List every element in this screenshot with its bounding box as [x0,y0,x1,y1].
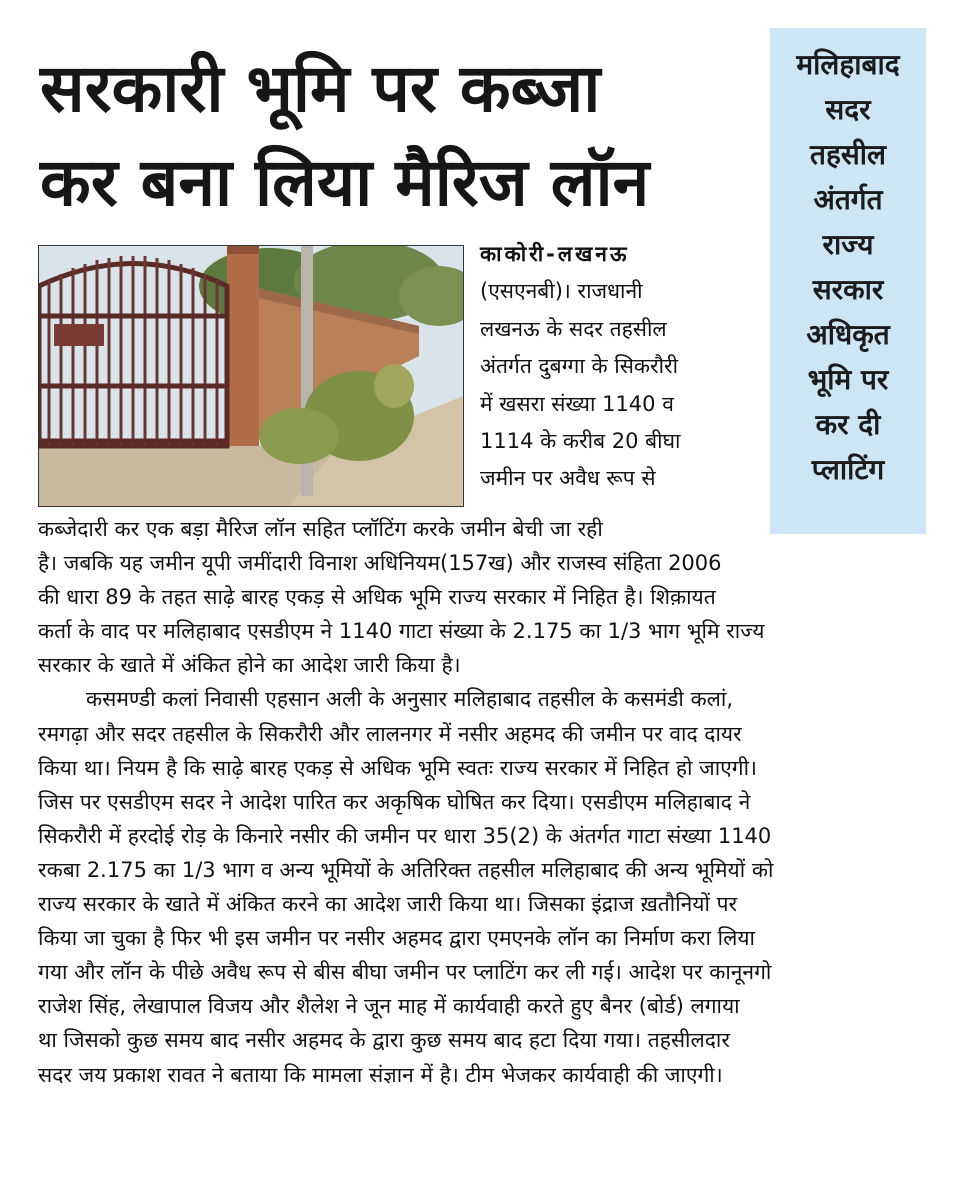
body-line: कर्ता के वाद पर मलिहाबाद एसडीएम ने 1140 गाटा संख्या के 2.175 का 1/3 भाग भूमि राज्य [38,619,765,644]
article-intro [480,236,752,498]
sidebar-line: मलिहाबाद [796,48,900,81]
intro-line: (एसएनबी)। राजधानी [480,279,643,304]
body-line: की धारा 89 के तहत साढ़े बारह एकड़ से अधिक भूमि राज्य सरकार में निहित है। शिक़ायत [38,585,716,610]
body-line: सरकार के खाते में अंकित होने का आदेश जारी किया है। [38,653,461,678]
body-line: सदर जय प्रकाश रावत ने बताया कि मामला संज्ञान में है। टीम भेजकर कार्यवाही की जाएगी। [38,1062,723,1087]
intro-line: जमीन पर अवैध रूप से [480,466,656,491]
intro-line: में खसरा संख्या 1140 व [480,391,674,416]
sidebar-line: राज्य [822,228,874,261]
body-line: गया और लॉन के पीछे अवैध रूप से बीस बीघा जमीन पर प्लाटिंग कर ली गई। आदेश पर कानूनगो [38,960,772,985]
headline [40,42,752,230]
body-line: कसमण्डी कलां निवासी एहसान अली के अनुसार मलिहाबाद तहसील के कसमंडी कलां, [86,687,733,712]
dateline: काकोरी-लखनऊ [480,242,630,266]
sidebar-line: भूमि पर [807,363,889,396]
body-line: जिस पर एसडीएम सदर ने आदेश पारित कर अकृषिक घोषित कर दिया। एसडीएम मलिहाबाद ने [38,789,751,814]
news-photo [38,245,464,507]
body-line: सिकरौरी में हरदोई रोड़ के किनारे नसीर की जमीन पर धारा 35(2) के अंतर्गत गाटा संख्या 1140 [38,823,772,848]
body-line: राज्य सरकार के खाते में अंकित करने का आदेश जारी किया था। जिसका इंद्राज ख़तौनियों पर [38,892,738,917]
sidebar-highlight-box [770,28,926,534]
intro-line: 1114 के करीब 20 बीघा [480,429,681,454]
body-line: है। जबकि यह जमीन यूपी जमींदारी विनाश अधिनियम(157ख) और राजस्व संहिता 2006 [38,551,722,576]
sidebar-line: अंतर्गत [813,183,883,216]
intro-line: अंतर्गत दुबग्गा के सिकरौरी [480,354,679,379]
sidebar-line: सरकार [812,273,884,306]
body-line: किया था। नियम है कि साढ़े बारह एकड़ से अधिक भूमि स्वतः राज्य सरकार में निहित हो जाएगी। [38,755,757,780]
body-line: किया जा चुका है फिर भी इस जमीन पर नसीर अहमद द्वारा एमएनके लॉन का निर्माण करा लिया [38,926,755,951]
sidebar-line: सदर [825,93,871,126]
body-line: रमगढ़ा और सदर तहसील के सिकरौरी और लालनगर में नसीर अहमद की जमीन पर वाद दायर [38,721,742,746]
body-line: कब्जेदारी कर एक बड़ा मैरिज लॉन सहित प्लॉटिंग करके जमीन बेची जा रही [38,517,603,541]
intro-line: लखनऊ के सदर तहसील [480,316,667,341]
sidebar-line: प्लाटिंग [811,453,885,486]
sidebar-line: तहसील [810,138,886,171]
article-body [38,512,922,1092]
headline-line-2: कर बना लिया मैरिज लॉन [40,144,650,221]
sidebar-line: अधिकृत [806,318,890,351]
headline-line-1: सरकारी भूमि पर कब्जा [40,50,601,127]
body-line: राजेश सिंह, लेखापाल विजय और शैलेश ने जून माह में कार्यवाही करते हुए बैनर (बोर्ड) लगाया [38,994,740,1019]
body-line: रकबा 2.175 का 1/3 भाग व अन्य भूमियों के अतिरिक्त तहसील मलिहाबाद की अन्य भूमियों को [38,857,774,882]
sidebar-line: कर दी [815,408,881,441]
body-line: था जिसको कुछ समय बाद नसीर अहमद के द्वारा कुछ समय बाद हटा दिया गया। तहसीलदार [38,1028,730,1053]
